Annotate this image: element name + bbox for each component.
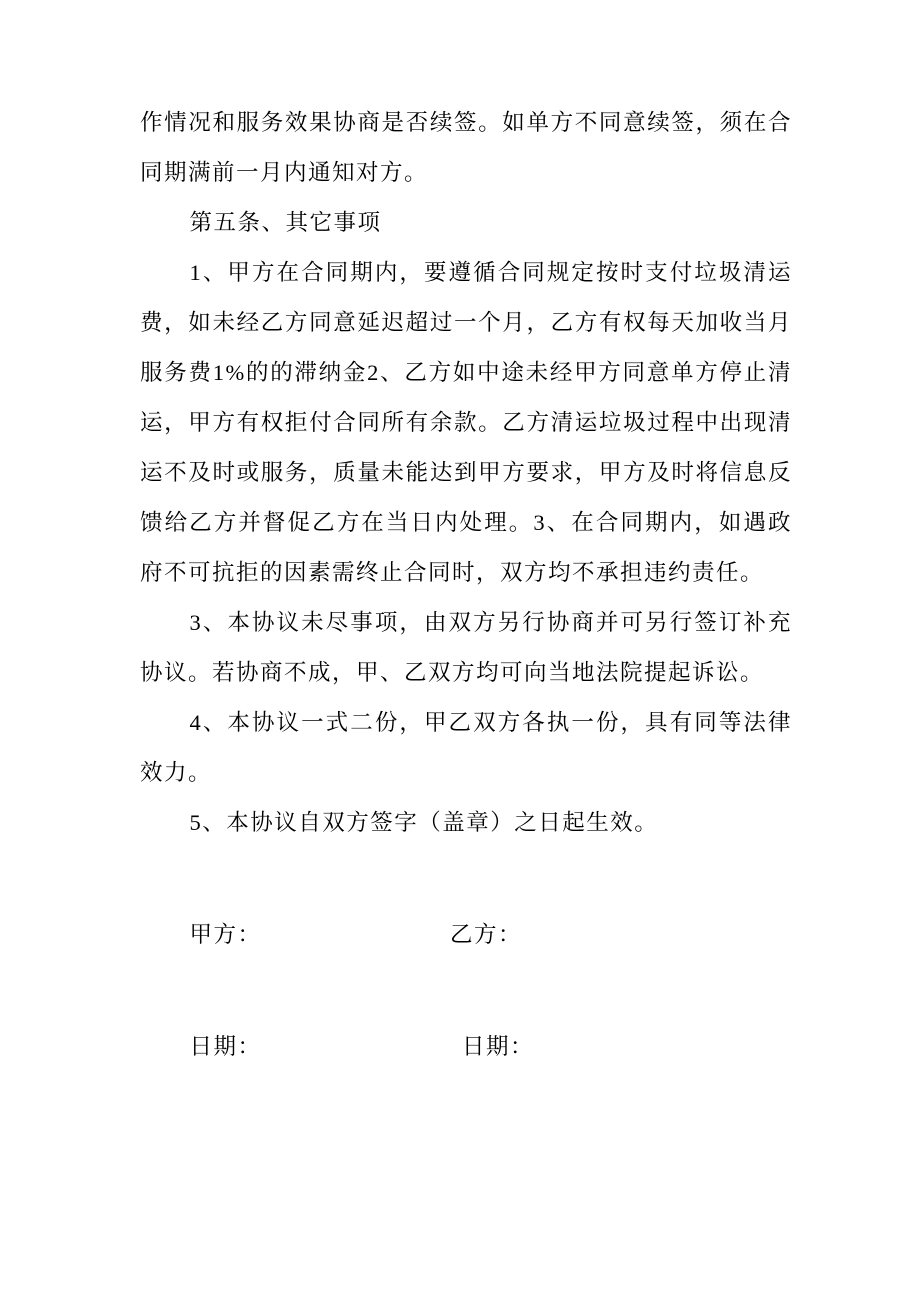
paragraph-other-matters-item-1-2: 1、甲方在合同期内，要遵循合同规定按时支付垃圾清运费，如未经乙方同意延迟超过一个月，乙方有权每天加收当月服务费1%的的滞纳金2、乙方如中途未经甲方同意单方停止清运，甲方有权拒付合同所有余款。乙方清运垃圾过程中出现清运不及时或服务，质量未能达到甲方要求，甲方及时将信息反馈给乙方并督促乙方在当日内处理。3、在合同期内，如遇政府不可抗拒的因素需终止合同时，双方均不承担违约责任。 [140,260,792,585]
paragraph-other-matters-item-3: 3、本协议未尽事项，由双方另行协商并可另行签订补充协议。若协商不成，甲、乙双方均可向当地法院提起诉讼。 [140,610,792,685]
date-a-label: 日期： [189,1034,262,1059]
signature-date-row [140,1032,792,1062]
paragraph-article-five-heading: 第五条、其它事项 [189,210,382,235]
paragraph-other-matters-item-5: 5、本协议自双方签字（盖章）之日起生效。 [189,810,659,835]
party-b-label: 乙方： [450,922,523,947]
signature-party-row [140,920,792,950]
document-content [140,98,792,1062]
date-b-label: 日期： [462,1034,535,1059]
paragraph-other-matters-item-4: 4、本协议一式二份，甲乙双方各执一份，具有同等法律效力。 [140,710,792,785]
paragraph-renewal-clause-continued: 作情况和服务效果协商是否续签。如单方不同意续签，须在合同期满前一月内通知对方。 [140,110,792,185]
party-a-label: 甲方： [189,922,262,947]
